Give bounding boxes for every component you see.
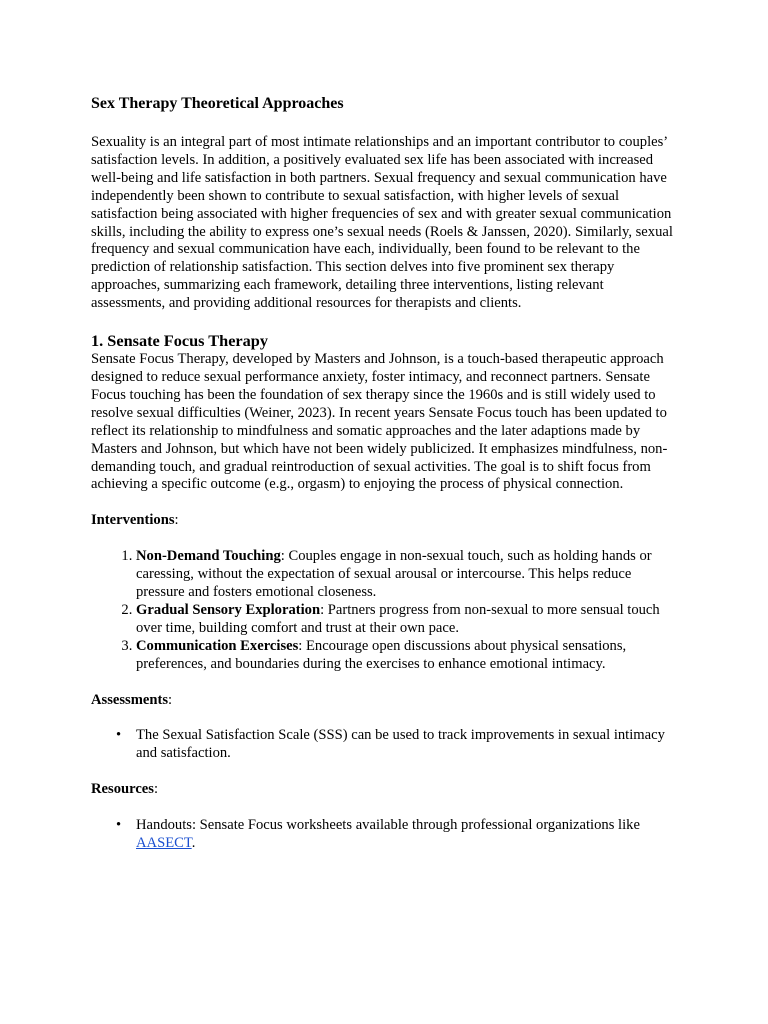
bullet-icon: • <box>116 727 122 744</box>
list-item <box>116 817 681 853</box>
section-heading-sensate-focus: 1. Sensate Focus Therapy <box>91 331 268 351</box>
resources-list <box>91 817 681 853</box>
list-item <box>136 548 681 602</box>
assessments-label-line <box>91 692 681 710</box>
list-item <box>116 727 681 763</box>
assessments-label: Assessments <box>91 691 169 708</box>
resources-label: Resources <box>91 781 154 798</box>
intervention-term: Gradual Sensory Exploration <box>136 601 321 618</box>
list-item <box>136 602 681 638</box>
intervention-text: : Partners progress from non-sexual to more sensual touch over time, building comfort and trust at their own pace. <box>136 601 660 636</box>
interventions-label: Interventions <box>91 512 175 529</box>
intervention-term: Non-Demand Touching <box>136 548 281 565</box>
section-body-paragraph: Sensate Focus Therapy, developed by Masters and Johnson, is a touch-based therapeutic approach designed to reduce sexual performance anxiety, foster intimacy, and reconnect partners. Sensate Focus touching has been the foundation of sex therapy since the 1960s and is still widely used to resolve sexual difficulties (Weiner, 2023). In recent years Sensate Focus touch has been updated to reflect its relationship to mindfulness and somatic approaches and the later adaptions made by Masters and Johnson, but which have not been widely publicized. It emphasizes mindfulness, non-demanding touch, and gradual reintroduction of sexual activities. The goal is to shift focus from achieving a specific outcome (e.g., orgasm) to enjoying the process of physical connection. <box>91 351 668 493</box>
document-title: Sex Therapy Theoretical Approaches <box>91 95 344 112</box>
label-colon: : <box>153 781 159 798</box>
resource-text-end: . <box>191 835 196 852</box>
aasect-link[interactable]: AASECT <box>136 835 192 852</box>
interventions-list <box>91 548 681 673</box>
bullet-icon: • <box>116 817 122 834</box>
assessments-list <box>91 727 681 763</box>
resources-label-line <box>91 781 681 799</box>
list-item <box>136 638 681 674</box>
interventions-label-line <box>91 512 681 530</box>
intro-paragraph: Sexuality is an integral part of most intimate relationships and an important contributor to couples’ satisfaction levels. In addition, a positively evaluated sex life has been associated with increased well-being and life satisfaction in both partners. Sexual frequency and sexual communication have independently been shown to contribute to sexual satisfaction, with higher levels of sexual satisfaction being associated with higher frequencies of sex and with greater sexual communication skills, including the ability to express one’s sexual needs (Roels & Janssen, 2020). Similarly, sexual frequency and sexual communication have each, individually, been found to be relevant to the prediction of relationship satisfaction. This section delves into five prominent sex therapy approaches, summarizing each framework, detailing three interventions, listing relevant assessments, and providing additional resources for therapists and clients. <box>91 134 673 312</box>
intervention-term: Communication Exercises <box>136 637 299 654</box>
resource-text: Handouts: Sensate Focus worksheets available through professional organizations like <box>136 817 640 834</box>
intervention-text: : Couples engage in non-sexual touch, such as holding hands or caressing, without the expectation of sexual arousal or intercourse. This helps reduce pressure and fosters emotional closeness. <box>136 548 652 601</box>
label-colon: : <box>174 512 179 529</box>
intervention-text: : Encourage open discussions about physical sensations, preferences, and boundaries during the exercises to enhance emotional intimacy. <box>136 637 627 672</box>
document-content <box>91 94 681 853</box>
assessment-text: The Sexual Satisfaction Scale (SSS) can be used to track improvements in sexual intimacy and satisfaction. <box>136 727 665 762</box>
label-colon: : <box>168 691 173 708</box>
